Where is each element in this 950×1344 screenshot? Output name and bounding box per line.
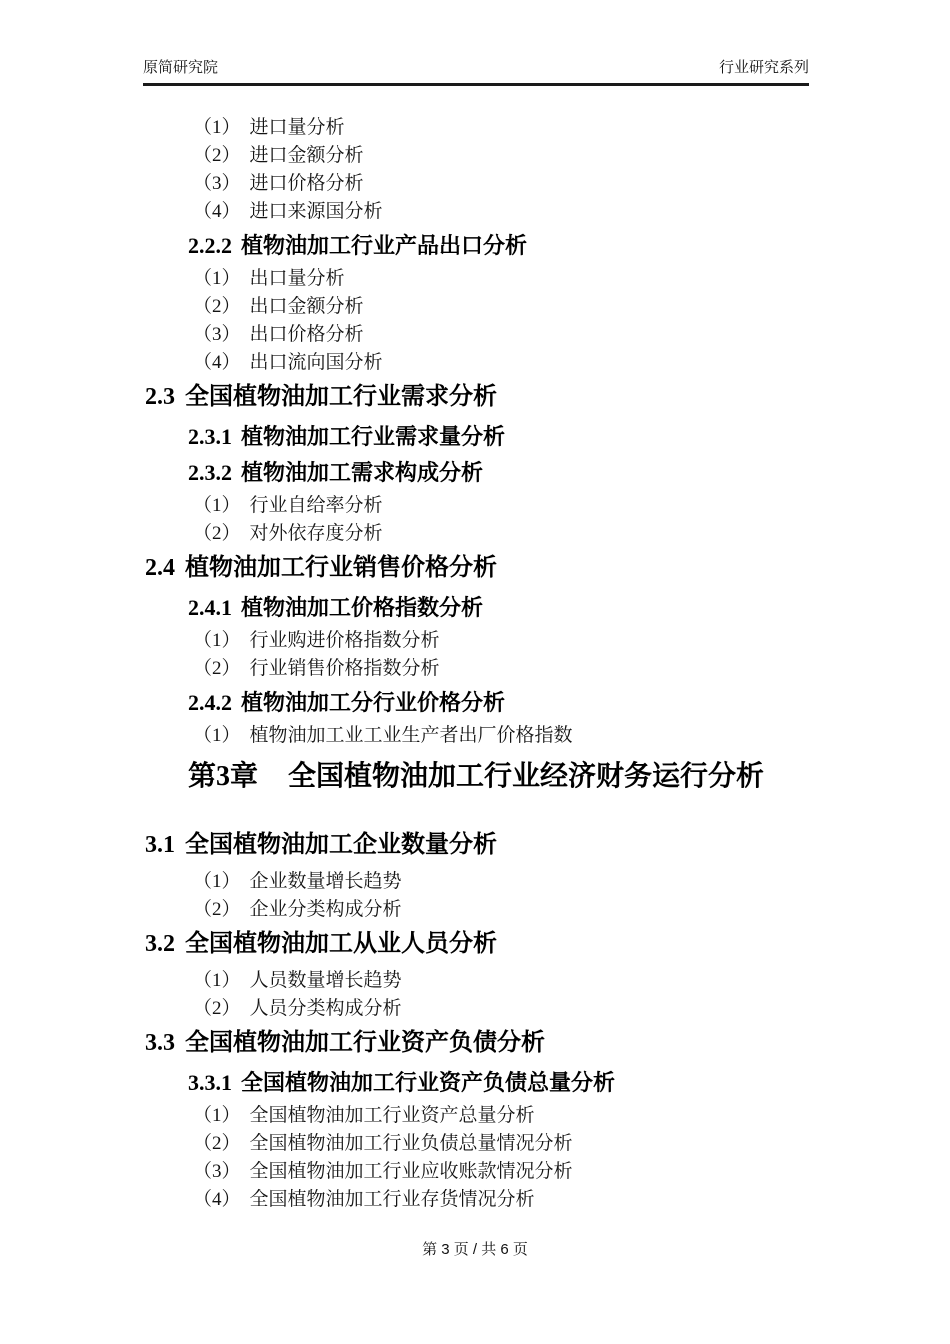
toc-entry-number: （1）: [193, 1105, 241, 1126]
toc-entry-item: [143, 349, 809, 377]
toc-entry-title: 出口流向国分析: [249, 352, 383, 373]
toc-entry-h3: [143, 456, 809, 489]
toc-entry-number: （2）: [193, 523, 241, 544]
toc-entry-number: （3）: [193, 173, 241, 194]
toc-entry-number: 2.3: [145, 384, 175, 410]
toc-entry-h3: [143, 420, 809, 453]
toc-entry-number: （3）: [193, 324, 241, 345]
toc-entry-number: （1）: [193, 725, 241, 746]
toc-entry-item: [143, 1130, 809, 1158]
header-left-label: 原简研究院: [143, 59, 219, 76]
toc-entry-h2: [143, 926, 809, 963]
toc-entry-item: [143, 198, 809, 226]
toc-entry-number: （2）: [193, 899, 241, 920]
toc-entry-item: [143, 967, 809, 995]
toc-entry-number: （4）: [193, 352, 241, 373]
toc-entry-item: [143, 655, 809, 683]
toc-entry-title: 对外依存度分析: [249, 523, 383, 544]
page-content: [143, 0, 809, 1214]
toc-entry-title: 行业购进价格指数分析: [249, 630, 440, 651]
toc-entry-item: [143, 114, 809, 142]
toc-entry-number: （2）: [193, 658, 241, 679]
toc-entry-title: 全国植物油加工从业人员分析: [185, 931, 497, 957]
toc-entry-number: （2）: [193, 296, 241, 317]
toc-entry-item: [143, 520, 809, 548]
toc-entry-title: 全国植物油加工行业资产负债总量分析: [241, 1070, 616, 1095]
toc-entry-number: 3.3: [145, 1030, 175, 1056]
toc-entry-title: 植物油加工业工业生产者出厂价格指数: [249, 725, 573, 746]
toc-entry-chapter: [143, 755, 809, 799]
toc-entry-title: 出口金额分析: [249, 296, 364, 317]
toc-entry-title: 全国植物油加工行业资产总量分析: [249, 1105, 535, 1126]
toc-entry-number: （4）: [193, 1189, 241, 1210]
toc-entry-number: （4）: [193, 201, 241, 222]
toc-entry-number: 2.4.1: [188, 595, 232, 620]
toc-entry-number: （2）: [193, 998, 241, 1019]
toc-entry-title: 企业数量增长趋势: [249, 871, 402, 892]
toc-entry-title: 出口价格分析: [249, 324, 364, 345]
toc-entry-number: （1）: [193, 268, 241, 289]
toc-entry-title: 行业自给率分析: [249, 495, 383, 516]
toc-entry-item: [143, 995, 809, 1023]
toc-entry-item: [143, 1102, 809, 1130]
toc-entry-item: [143, 170, 809, 198]
page-number-label: 第 3 页 / 共 6 页: [422, 1241, 528, 1258]
header-right-label: 行业研究系列: [718, 59, 809, 76]
toc-entry-title: 进口来源国分析: [249, 201, 383, 222]
toc-entry-h2: [143, 1025, 809, 1062]
toc-entry-number: 2.3.1: [188, 424, 232, 449]
toc-entry-item: [143, 868, 809, 896]
toc-entry-title: 植物油加工行业产品出口分析: [241, 233, 528, 258]
toc-entry-title: 植物油加工价格指数分析: [241, 595, 484, 620]
toc-entry-title: 进口价格分析: [249, 173, 364, 194]
toc-entry-item: [143, 142, 809, 170]
toc-entry-number: （1）: [193, 970, 241, 991]
page-header: [143, 0, 809, 86]
toc-entry-title: 植物油加工需求构成分析: [241, 460, 484, 485]
toc-entry-h2: [143, 827, 809, 864]
toc-entry-number: 第3章: [187, 761, 258, 792]
toc-entry-item: [143, 492, 809, 520]
toc-entry-h3: [143, 229, 809, 262]
toc-entry-h3: [143, 686, 809, 719]
page-footer: [0, 1238, 950, 1259]
table-of-contents: [143, 114, 809, 1214]
toc-entry-number: 2.4: [145, 555, 175, 581]
toc-entry-title: 进口金额分析: [249, 145, 364, 166]
toc-entry-number: （2）: [193, 145, 241, 166]
toc-entry-title: 植物油加工分行业价格分析: [241, 690, 506, 715]
toc-entry-number: （1）: [193, 630, 241, 651]
toc-entry-item: [143, 1158, 809, 1186]
toc-entry-title: 人员分类构成分析: [249, 998, 402, 1019]
toc-entry-number: （2）: [193, 1133, 241, 1154]
toc-entry-title: 全国植物油加工行业经济财务运行分析: [288, 761, 765, 792]
toc-entry-number: （1）: [193, 871, 241, 892]
toc-entry-number: 3.2: [145, 931, 175, 957]
toc-entry-number: 2.2.2: [188, 233, 232, 258]
toc-entry-item: [143, 293, 809, 321]
toc-entry-item: [143, 722, 809, 750]
toc-entry-item: [143, 627, 809, 655]
toc-entry-title: 全国植物油加工行业资产负债分析: [185, 1030, 545, 1056]
toc-entry-title: 行业销售价格指数分析: [249, 658, 440, 679]
toc-entry-h2: [143, 379, 809, 416]
toc-entry-number: 3.1: [145, 832, 175, 858]
toc-entry-number: （1）: [193, 117, 241, 138]
toc-entry-title: 全国植物油加工行业需求分析: [185, 384, 497, 410]
toc-entry-number: 3.3.1: [188, 1070, 232, 1095]
toc-entry-number: 2.3.2: [188, 460, 232, 485]
toc-entry-h3: [143, 1066, 809, 1099]
toc-entry-h3: [143, 591, 809, 624]
toc-entry-title: 全国植物油加工行业存货情况分析: [249, 1189, 535, 1210]
toc-entry-item: [143, 896, 809, 924]
toc-entry-title: 人员数量增长趋势: [249, 970, 402, 991]
toc-entry-title: 企业分类构成分析: [249, 899, 402, 920]
toc-entry-title: 全国植物油加工行业负债总量情况分析: [249, 1133, 573, 1154]
toc-entry-title: 进口量分析: [249, 117, 345, 138]
toc-entry-title: 全国植物油加工企业数量分析: [185, 832, 497, 858]
toc-entry-title: 植物油加工行业销售价格分析: [185, 555, 497, 581]
toc-entry-number: 2.4.2: [188, 690, 232, 715]
toc-entry-item: [143, 321, 809, 349]
toc-entry-h2: [143, 550, 809, 587]
toc-entry-number: （1）: [193, 495, 241, 516]
toc-entry-item: [143, 1186, 809, 1214]
toc-entry-title: 植物油加工行业需求量分析: [241, 424, 506, 449]
toc-entry-item: [143, 265, 809, 293]
toc-entry-title: 出口量分析: [249, 268, 345, 289]
toc-entry-title: 全国植物油加工行业应收账款情况分析: [249, 1161, 573, 1182]
toc-entry-number: （3）: [193, 1161, 241, 1182]
